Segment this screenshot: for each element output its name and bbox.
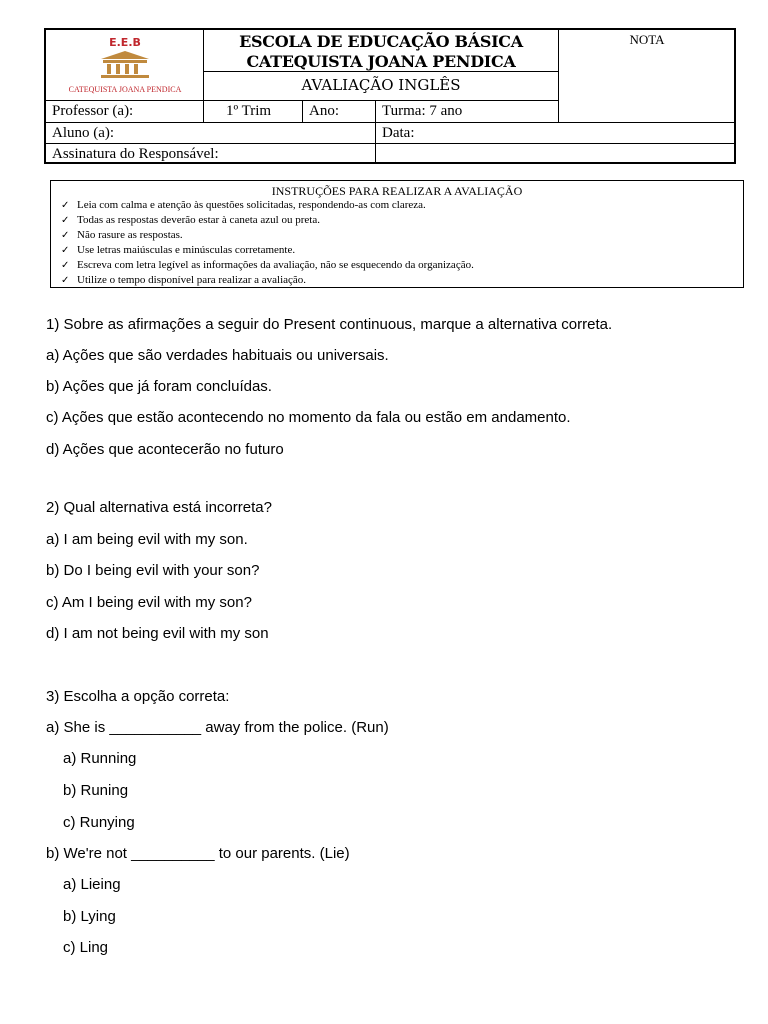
instructions-list [51, 198, 743, 288]
q3a-option-c: c) Runying [63, 814, 135, 831]
school-line-2: CATEQUISTA JOANA PENDICA [246, 52, 516, 71]
q2-option-d: d) I am not being evil with my son [46, 625, 269, 642]
question-3: 3) Escolha a opção correta: [46, 688, 230, 705]
q3a-option-b: b) Runing [63, 782, 129, 799]
q3b-option-a: a) Lieing [63, 876, 121, 893]
check-icon: ✓ [61, 200, 70, 211]
q3-item-b: b) We're not __________ to our parents. (Lie) [46, 845, 350, 862]
logo-title: E.E.B [109, 36, 141, 49]
check-icon: ✓ [61, 245, 70, 256]
instructions-title: INSTRUÇÕES PARA REALIZAR A AVALIAÇÃO [271, 184, 523, 198]
instructions-box [50, 180, 744, 288]
ano-field: Ano: [309, 103, 339, 119]
school-line-1: ESCOLA DE EDUCAÇÃO BÁSICA [239, 32, 523, 51]
list-item [61, 213, 743, 228]
list-item [61, 198, 743, 213]
data-field: Data: [382, 125, 415, 141]
check-icon: ✓ [61, 260, 70, 271]
question-2: 2) Qual alternativa está incorreta? [46, 499, 272, 516]
divider [46, 122, 734, 123]
check-icon: ✓ [61, 215, 70, 226]
list-item [61, 273, 743, 288]
school-logo [66, 32, 184, 96]
instruction-text: Use letras maiúsculas e minúsculas corretamente. [77, 244, 296, 256]
check-icon: ✓ [61, 230, 70, 241]
instruction-text: Todas as respostas deverão estar à caneta azul ou preta. [77, 214, 320, 226]
assinatura-field: Assinatura do Responsável: [52, 146, 219, 162]
list-item [61, 228, 743, 243]
list-item [61, 243, 743, 258]
instruction-text: Escreva com letra legível as informações da avaliação, não se esquecendo da organização. [77, 259, 474, 271]
q2-option-c: c) Am I being evil with my son? [46, 594, 252, 611]
professor-field: Professor (a): [52, 103, 134, 119]
q2-option-b: b) Do I being evil with your son? [46, 562, 260, 579]
question-1: 1) Sobre as afirmações a seguir do Present continuous, marque a alternativa correta. [46, 316, 613, 333]
header-table [44, 28, 736, 164]
instruction-text: Não rasure as respostas. [77, 229, 183, 241]
school-name [204, 32, 558, 72]
q2-option-a: a) I am being evil with my son. [46, 531, 248, 548]
nota-label: NOTA [629, 32, 665, 47]
q3b-option-c: c) Ling [63, 939, 109, 956]
trimester-field: 1º Trim [226, 103, 272, 119]
list-item [61, 258, 743, 273]
divider [302, 100, 303, 122]
check-icon: ✓ [61, 275, 70, 286]
building-icon [95, 49, 155, 79]
logo-name: CATEQUISTA JOANA PENDICA [68, 85, 182, 94]
instruction-text: Leia com calma e atenção às questões solicitadas, respondendo-as com clareza. [77, 199, 426, 211]
q1-option-d: d) Ações que acontecerão no futuro [46, 441, 284, 458]
q1-option-a: a) Ações que são verdades habituais ou universais. [46, 347, 389, 364]
divider [375, 100, 376, 164]
q1-option-b: b) Ações que já foram concluídas. [46, 378, 272, 395]
divider [46, 143, 734, 144]
q1-option-c: c) Ações que estão acontecendo no momento da fala ou estão em andamento. [46, 409, 571, 426]
turma-field: Turma: 7 ano [382, 103, 463, 119]
aluno-field: Aluno (a): [52, 125, 115, 141]
q3b-option-b: b) Lying [63, 908, 116, 925]
evaluation-title: AVALIAÇÃO INGLÊS [301, 76, 461, 94]
q3a-option-a: a) Running [63, 750, 137, 767]
divider [46, 100, 558, 101]
instruction-text: Utilize o tempo disponível para realizar a avaliação. [77, 274, 307, 286]
q3-item-a: a) She is ___________ away from the police. (Run) [46, 719, 389, 736]
